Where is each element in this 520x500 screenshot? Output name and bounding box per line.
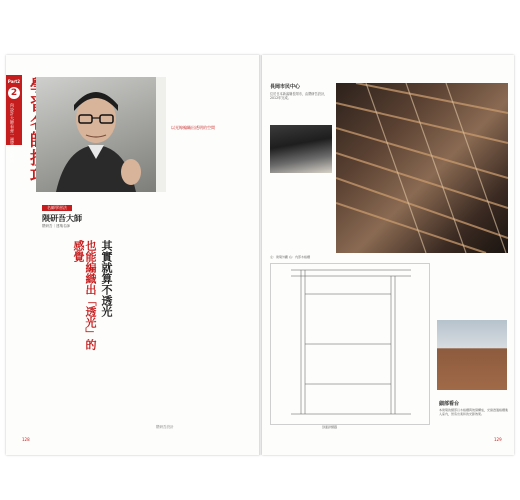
wood-lattice-illustration <box>336 83 508 253</box>
exterior-photo <box>270 125 332 173</box>
photo-caption-title: 長岡市民中心 <box>270 84 301 90</box>
drawing-label: 剖面詳細圖 <box>322 425 338 429</box>
right-page <box>262 55 514 455</box>
master-name: 隈研吾大師 <box>42 214 82 223</box>
book-spread <box>0 55 520 455</box>
masters-tag: 名師學習法 <box>42 205 72 211</box>
part-number-badge: 2 <box>8 87 20 99</box>
highlight-title: 細部看台 <box>439 401 460 407</box>
pull-quote <box>36 240 116 360</box>
side-subtitle: 向設計大師看齊一邊學設計邊讀 <box>10 103 15 164</box>
photo-edge-strip <box>156 77 166 192</box>
building-photo <box>437 320 507 390</box>
section-subhead: 以光線編織出透明的空間 <box>171 125 215 130</box>
photo-caption-text: 位於日本新潟縣長岡市，由隈研吾設計，2012年完成。 <box>270 92 328 101</box>
page-number-right: 129 <box>494 437 502 442</box>
master-subtitle: 隈研吾｜建築名師 <box>42 224 70 228</box>
highlight-body: 本建築的細部以木格柵與玻璃構成，光線透過格柵進入室內，營造出柔和的光影效果。 <box>439 408 509 417</box>
quote-line-1: 其實就算不透光 <box>100 240 113 317</box>
architect-portrait-photo <box>36 77 156 192</box>
portrait-illustration <box>36 77 156 192</box>
section-drawing-lines <box>271 264 429 424</box>
footer-mark: 隈研吾設計 <box>156 425 174 429</box>
page-number-left: 128 <box>22 437 30 442</box>
photo-caption-row: 左：建築外觀 右：內部木格柵 <box>270 255 310 259</box>
part-label: Part2 <box>7 79 21 84</box>
quote-line-2: 也能編織出「透光」的感覺 <box>72 240 97 350</box>
left-page <box>6 55 260 455</box>
interior-wood-photo <box>336 83 508 253</box>
section-drawing <box>270 263 430 425</box>
